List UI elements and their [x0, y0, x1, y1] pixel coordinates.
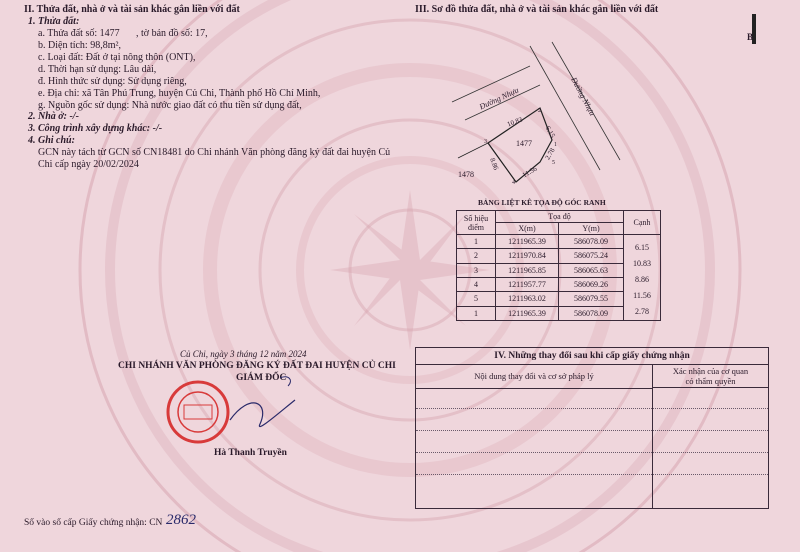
edge-cell: 6.15 10.83 8.86 11.56 2.78	[624, 235, 661, 321]
col-x: X(m)	[496, 223, 559, 235]
changes-table	[415, 347, 769, 509]
map-sheet: , tờ bản đồ số: 17,	[136, 28, 208, 39]
land-plot-heading: 1. Thửa đất:	[28, 16, 80, 27]
table-row: 1 1211965.39 586078.09	[457, 306, 661, 320]
parcel-number: 1477	[516, 139, 532, 148]
section2-title: II. Thửa đất, nhà ở và tài sản khác gắn liền với đất	[24, 4, 240, 15]
register-label: Số vào sổ cấp Giấy chứng nhận: CN	[24, 518, 163, 528]
coord-table	[456, 210, 661, 321]
column-divider	[652, 388, 653, 508]
col-point: Số hiệu điểm	[457, 211, 496, 235]
land-type: c. Loại đất: Đất ở tại nông thôn (ONT),	[38, 52, 196, 63]
col-authority: Xác nhận của cơ quan có thẩm quyền	[653, 365, 768, 388]
house-heading: 2. Nhà ở: -/-	[28, 111, 79, 122]
point-2: 2	[538, 108, 541, 114]
neighbor-parcel: 1478	[458, 170, 474, 179]
issue-date: Củ Chi, ngày 3 tháng 12 năm 2024	[180, 349, 307, 359]
point-5: 5	[552, 160, 555, 166]
divider	[416, 474, 768, 475]
table-row: 2 1211970.84 586075.24	[457, 249, 661, 263]
col-y: Y(m)	[559, 223, 624, 235]
official-seal	[160, 372, 310, 452]
table-row: 3 1211965.85 586065.63	[457, 263, 661, 277]
table-row: 5 1211963.02 586079.55	[457, 292, 661, 306]
point-1: 1	[554, 142, 557, 148]
road-label-east: Đường Nhựa	[569, 75, 597, 118]
signer-name: Hà Thanh Truyền	[214, 448, 287, 458]
divider	[416, 430, 768, 431]
col-edge: Cạnh	[624, 211, 661, 235]
table-row: 4 1211957.77 586069.26	[457, 277, 661, 291]
use-term: d. Thời hạn sử dụng: Lâu dài,	[38, 64, 157, 75]
construction-heading: 3. Công trình xây dựng khác: -/-	[28, 123, 163, 134]
point-4: 4	[512, 180, 515, 186]
col-change-content: Nội dung thay đổi và cơ sở pháp lý	[416, 365, 653, 389]
dim-right2: 2.78	[543, 146, 557, 162]
dim-right: 6.15	[543, 124, 557, 140]
area: b. Diện tích: 98,8m²,	[38, 40, 121, 51]
note-line1: GCN này tách từ GCN số CN18481 do Chi nhánh Văn phòng đăng ký đất đai huyện Củ	[38, 147, 391, 158]
issuing-office: CHI NHÁNH VĂN PHÒNG ĐĂNG KÝ ĐẤT ĐAI HUYỆN CỦ CHI	[118, 361, 396, 371]
table-row: 1 1211965.39 586078.09 6.15 10.83 8.86 11.56 2.78	[457, 235, 661, 249]
register-number: 2862	[166, 512, 196, 528]
section3-title: III. Sơ đồ thửa đất, nhà ở và tài sản khác gắn liền với đất	[415, 4, 659, 15]
dim-top: 10.83	[506, 115, 524, 129]
point-3: 3	[484, 139, 487, 145]
dim-bottom: 11.56	[521, 164, 539, 180]
note-line2: Chi cấp ngày 20/02/2024	[38, 159, 139, 170]
coord-table-title: BẢNG LIỆT KÊ TỌA ĐỘ GÓC RANH	[478, 198, 606, 207]
col-coord: Tọa độ	[496, 211, 624, 223]
north-label: B	[747, 32, 754, 42]
note-heading: 4. Ghi chú:	[28, 135, 75, 146]
address: e. Địa chỉ: xã Tân Phú Trung, huyện Củ Chi, Thành phố Hồ Chí Minh,	[38, 88, 321, 99]
use-form: đ. Hình thức sử dụng: Sử dụng riêng,	[38, 76, 187, 87]
plot-number: a. Thửa đất số: 1477	[38, 28, 120, 39]
divider	[416, 408, 768, 409]
road-label-west: Đường Nhựa	[478, 85, 521, 112]
origin: g. Nguồn gốc sử dụng: Nhà nước giao đất có thu tiền sử dụng đất,	[38, 100, 302, 111]
section4-title: IV. Những thay đổi sau khi cấp giấy chứng nhận	[416, 348, 768, 365]
dim-left: 8.86	[488, 156, 500, 172]
divider	[416, 452, 768, 453]
signer-role: GIÁM ĐỐC	[236, 373, 287, 383]
